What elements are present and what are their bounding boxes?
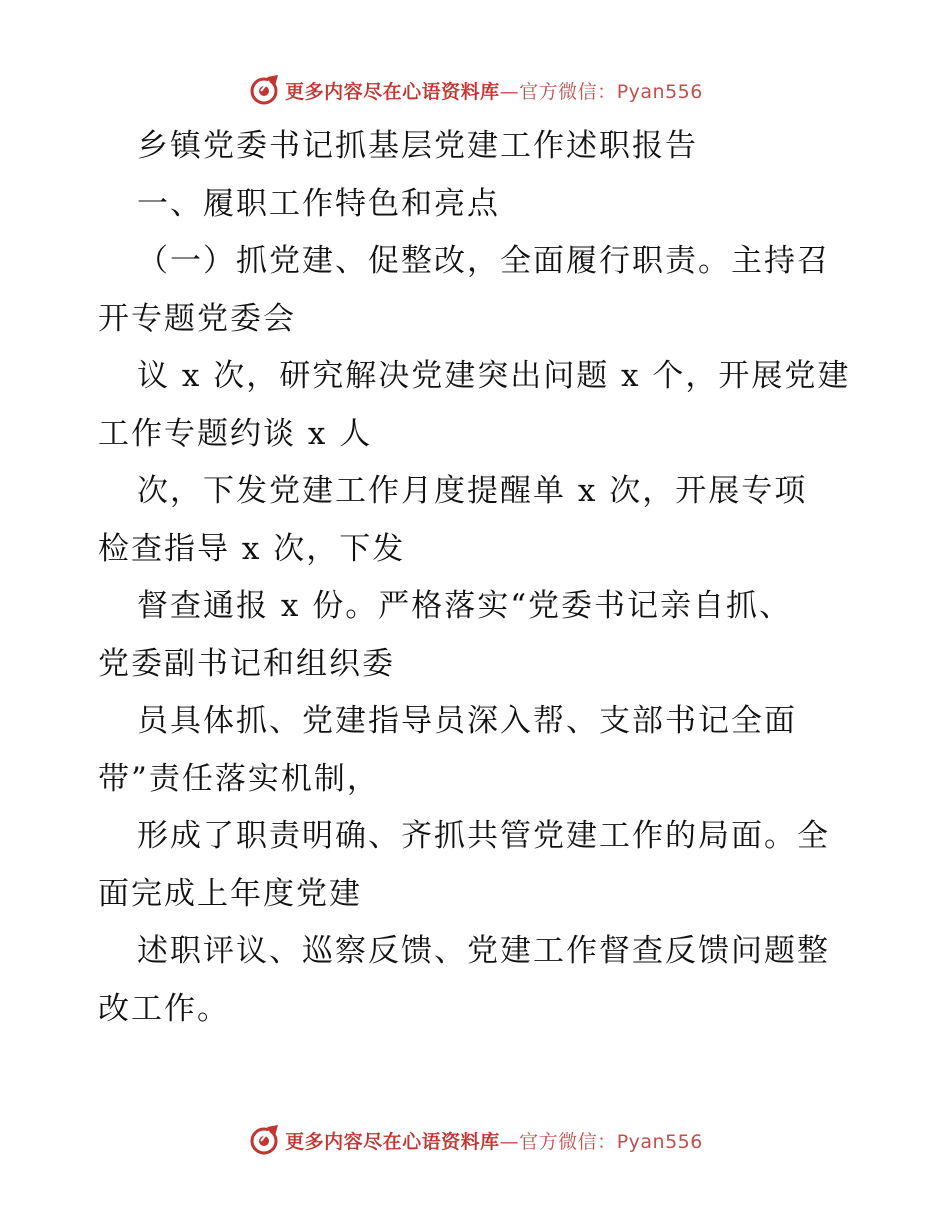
- pen-seal-logo-icon: [247, 1123, 281, 1157]
- watermark-dash: —: [499, 1130, 520, 1153]
- document-line: 检查指导 x 次，下发: [98, 530, 406, 567]
- watermark-text: [285, 77, 703, 104]
- document-line: 改工作。: [98, 990, 230, 1027]
- watermark-dash: —: [499, 80, 520, 103]
- document-line: 员具体抓、党建指导员深入帮、支部书记全面: [137, 703, 797, 739]
- watermark-wechat-id: Pyan556: [616, 80, 703, 103]
- document-line: 开专题党委会: [98, 300, 296, 337]
- document-line: 工作专题约谈 x 人: [98, 415, 373, 452]
- header-watermark: [0, 70, 950, 110]
- footer-watermark: [0, 1120, 950, 1160]
- document-line: 形成了职责明确、齐抓共管党建工作的局面。全: [137, 818, 830, 854]
- watermark-sub-text: 官方微信：: [519, 1130, 617, 1153]
- pen-seal-logo-icon: [247, 73, 281, 107]
- document-line: 带”责任落实机制，: [98, 760, 380, 797]
- document-body: [98, 118, 888, 1038]
- watermark-sub-text: 官方微信：: [519, 80, 617, 103]
- document-line: （一）抓党建、促整改，全面履行职责。主持召: [137, 243, 830, 279]
- document-line: 督查通报 x 份。严格落实“党委书记亲自抓、: [137, 588, 793, 624]
- watermark-wechat-id: Pyan556: [616, 1130, 703, 1153]
- document-line: 次，下发党建工作月度提醒单 x 次，开展专项: [137, 473, 808, 509]
- document-line: 一、履职工作特色和亮点: [137, 185, 500, 222]
- document-line: 党委副书记和组织委: [98, 645, 395, 682]
- watermark-text: [285, 1127, 703, 1154]
- document-line: 议 x 次，研究解决党建突出问题 x 个，开展党建: [137, 358, 851, 394]
- watermark-main-text: 更多内容尽在心语资料库: [285, 1130, 500, 1153]
- document-line: 面完成上年度党建: [98, 875, 362, 912]
- document-line: 乡镇党委书记抓基层党建工作述职报告: [137, 128, 698, 164]
- watermark-main-text: 更多内容尽在心语资料库: [285, 80, 500, 103]
- document-line: 述职评议、巡察反馈、党建工作督查反馈问题整: [137, 933, 830, 969]
